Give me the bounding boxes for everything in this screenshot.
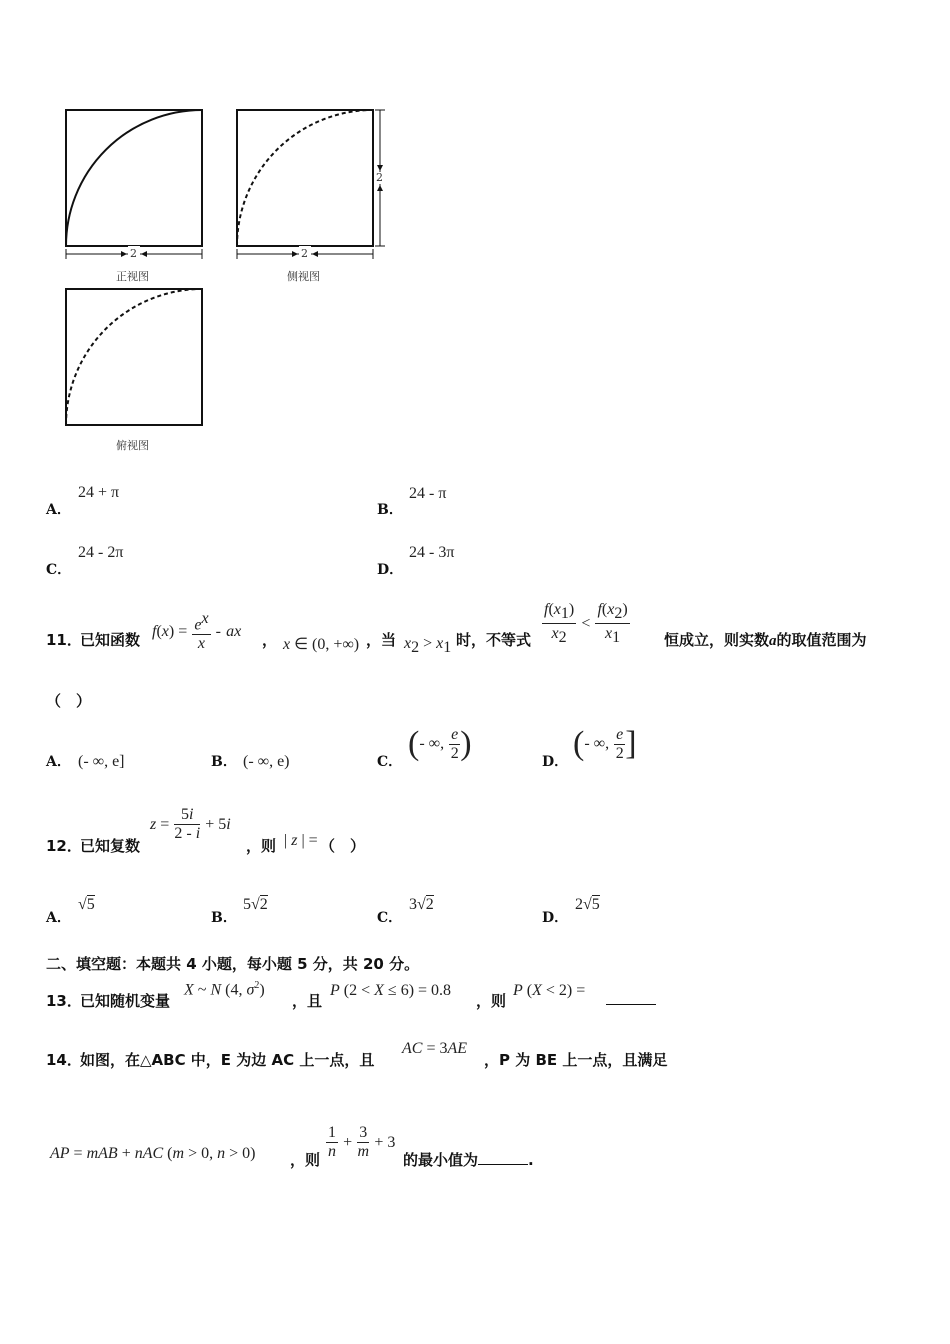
q13-answer-blank[interactable] <box>606 990 656 1005</box>
q14-expression: $\frac{1}{n}$ + $\frac{3}{m}$ + 3 <box>328 1124 396 1160</box>
q12-option-a: √5 <box>78 896 95 913</box>
q10-option-a: 24 + π <box>78 484 120 501</box>
q10-option-b-label: B． <box>377 502 403 518</box>
q14-text-2: ，P 为 BE 上一点，且满足 <box>484 1051 668 1069</box>
q13-text-3: ，则 <box>476 992 507 1010</box>
q11-option-d: (- ∞, $\frac{e}{2}$ ] <box>573 725 637 762</box>
q11-text-2: ， <box>262 631 278 649</box>
q12-option-a-label: A． <box>46 910 71 926</box>
q14-text-3: ，则 <box>290 1151 321 1169</box>
q12-option-b: 5√2 <box>243 896 268 913</box>
q11-text-3: ，当 <box>366 631 397 649</box>
q12-option-c: 3√2 <box>409 896 434 913</box>
q11-text-4: 时，不等式 <box>456 631 532 649</box>
q10-option-c: 24 - 2π <box>78 544 124 561</box>
q11-option-a-label: A． <box>46 754 71 770</box>
top-view-caption: 俯视图 <box>116 439 149 452</box>
q12-text-1: 已知复数 <box>80 837 141 855</box>
q11-paren: （ ） <box>46 692 92 710</box>
q12-text-3: （ ） <box>320 837 366 855</box>
q11-option-c-label: C． <box>377 754 403 770</box>
q14-text-1: 如图，在△ABC 中，E 为边 AC 上一点，且 <box>80 1051 375 1069</box>
q11-number: 11． <box>46 631 82 649</box>
front-view-arc <box>66 110 202 246</box>
q11-domain: x ∈ (0, +∞) <box>283 636 360 653</box>
side-view-square <box>237 110 373 246</box>
q11-option-c: (- ∞, $\frac{e}{2}$ ) <box>408 725 472 762</box>
q10-option-d-label: D． <box>377 562 404 578</box>
q11-option-b: (- ∞, e) <box>243 753 290 770</box>
q13-question: P (X < 2) = <box>513 982 586 999</box>
front-view-caption: 正视图 <box>116 270 149 283</box>
section-2-heading: 二、填空题：本题共 4 小题，每小题 5 分，共 20 分。 <box>46 955 420 973</box>
q11-text-5: 恒成立，则实数a的取值范围为 <box>664 631 867 649</box>
q14-answer-blank[interactable] <box>478 1150 528 1165</box>
top-view-square <box>66 289 202 425</box>
q14-ratio: AC = 3AE <box>402 1040 468 1057</box>
q10-option-a-label: A． <box>46 502 71 518</box>
q12-number: 12． <box>46 837 82 855</box>
q12-text-2: ，则 <box>246 837 277 855</box>
q12-complex: z = $\frac{5i}{2 - i}$ + 5i <box>150 806 231 842</box>
q11-condition: $x_2 > x_1$ <box>404 635 452 657</box>
side-height-label: 2 <box>376 171 383 184</box>
front-view-square <box>66 110 202 246</box>
q12-option-b-label: B． <box>211 910 237 926</box>
q14-number: 14． <box>46 1051 82 1069</box>
q12-modulus: | z | = <box>284 832 318 849</box>
q11-option-a: (- ∞, e] <box>78 753 125 770</box>
q10-option-d: 24 - 3π <box>409 544 455 561</box>
q11-text-1: 已知函数 <box>80 631 141 649</box>
front-dim-label: 2 <box>130 247 137 260</box>
q11-option-d-label: D． <box>542 754 569 770</box>
top-view-dashed-arc <box>66 289 202 425</box>
side-view-caption: 侧视图 <box>287 270 320 283</box>
q13-number: 13． <box>46 992 82 1010</box>
q12-option-d-label: D． <box>542 910 569 926</box>
q14-text-4: 的最小值为 . <box>403 1151 534 1169</box>
q11-inequality: $\frac{f(x_1)}{x_2}$ < $\frac{f(x_2)}{x_1}$ <box>544 601 628 647</box>
q11-function: f(x) = $\frac{e^x}{x}$ - ax <box>152 610 242 653</box>
q11-option-b-label: B． <box>211 754 237 770</box>
q10-option-b: 24 - π <box>409 485 447 502</box>
q13-text-1: 已知随机变量 <box>80 992 171 1010</box>
q13-text-2: ，且 <box>292 992 323 1010</box>
side-dim-label: 2 <box>301 247 308 260</box>
q13-probability: P (2 < X ≤ 6) = 0.8 <box>330 982 452 999</box>
q10-option-c-label: C． <box>46 562 72 578</box>
q12-option-c-label: C． <box>377 910 403 926</box>
q12-option-d: 2√5 <box>575 896 600 913</box>
q13-distribution: X ~ N (4, $\sigma^2$) <box>184 980 265 999</box>
three-view-figure <box>55 100 400 460</box>
q14-vector: AP = mAB + nAC (m > 0, n > 0) <box>50 1145 256 1162</box>
side-view-dashed-arc <box>237 110 373 246</box>
